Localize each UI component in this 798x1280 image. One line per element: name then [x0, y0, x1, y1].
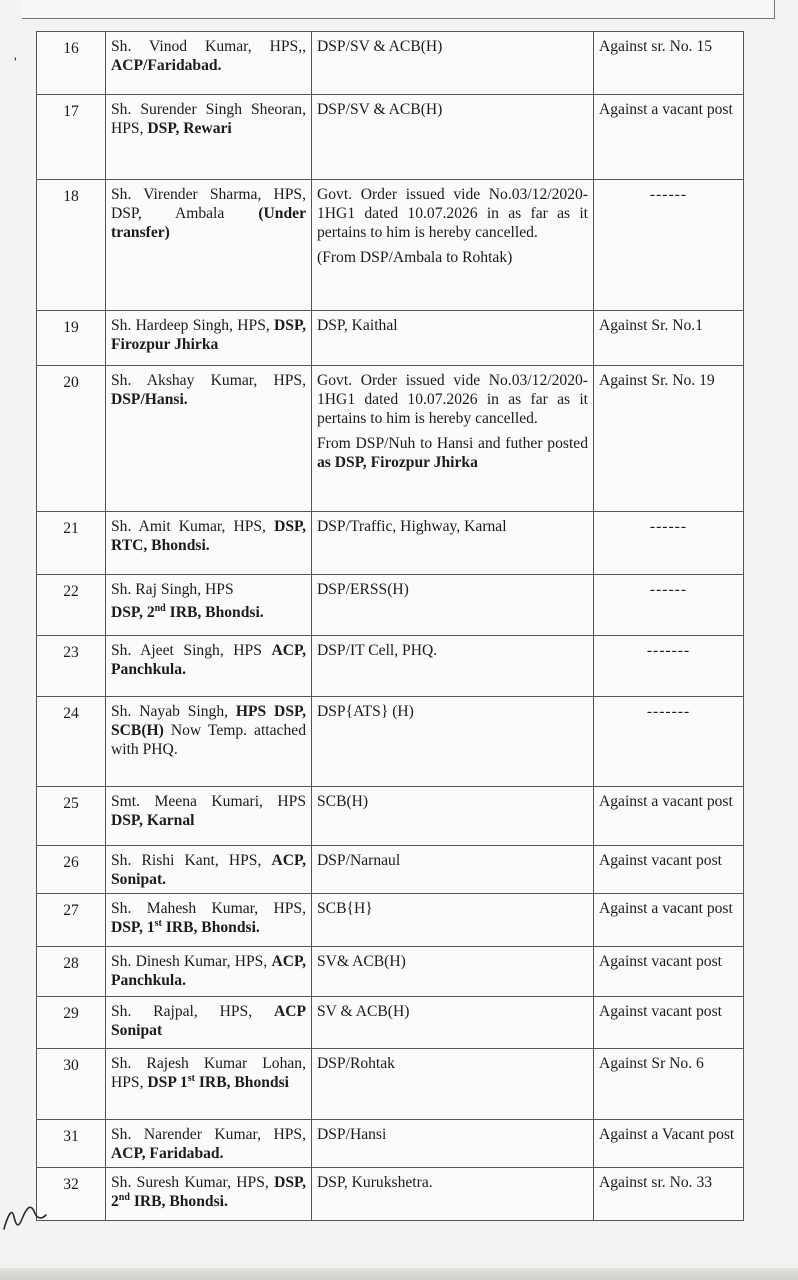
- officer-name-text: Sh. Akshay Kumar, HPS,: [111, 372, 306, 389]
- table-row: [37, 512, 744, 575]
- officer-name-text: Sh. Mahesh Kumar, HPS,: [111, 900, 306, 917]
- officer-current-post: DSP, 2nd IRB, Bhondsi.: [111, 602, 264, 621]
- new-posting: [312, 180, 594, 311]
- officer-name: [106, 997, 312, 1049]
- previous-page-edge: [22, 0, 775, 19]
- new-posting-text: SV& ACB(H): [317, 953, 406, 970]
- officer-name-text: Sh. Surender Singh Sheoran, HPS,: [111, 101, 306, 137]
- new-posting-text: DSP/SV & ACB(H): [317, 101, 443, 118]
- officer-name-text: Sh. Nayab Singh,: [111, 703, 229, 720]
- new-posting: [312, 512, 594, 575]
- serial-number: 18: [37, 180, 106, 311]
- remarks: Against vacant post: [594, 997, 744, 1049]
- officer-name: [106, 636, 312, 697]
- serial-number: 17: [37, 95, 106, 180]
- new-posting: [312, 1168, 594, 1221]
- officer-current-post: ACP, Panchkula.: [111, 642, 306, 678]
- officer-current-post: ACP/Faridabad.: [111, 57, 222, 74]
- serial-number: 32: [37, 1168, 106, 1221]
- posting-note-text: From DSP/Nuh to Hansi and futher posted: [317, 435, 588, 452]
- officer-current-post: (Under transfer): [111, 205, 306, 241]
- new-posting: [312, 1049, 594, 1120]
- table-row: [37, 846, 744, 894]
- officer-name: [106, 32, 312, 95]
- new-posting: [312, 32, 594, 95]
- table-row: [37, 1168, 744, 1221]
- table-row: [37, 95, 744, 180]
- officer-name-text: Sh. Dinesh Kumar, HPS,: [111, 953, 268, 970]
- serial-number: 24: [37, 697, 106, 787]
- officer-name: [106, 947, 312, 997]
- officer-current-post: ACP Sonipat: [111, 1003, 306, 1039]
- table-row: [37, 1120, 744, 1168]
- officer-name: [106, 311, 312, 366]
- posting-note: (From DSP/Ambala to Rohtak): [317, 249, 513, 266]
- serial-number: 21: [37, 512, 106, 575]
- new-posting-text: Govt. Order issued vide No.03/12/2020-1HG1 dated 10.07.2026 in as far as it pertains to him is hereby cancelled.: [317, 372, 588, 427]
- new-posting: [312, 697, 594, 787]
- table-row: [37, 1049, 744, 1120]
- new-posting: [312, 894, 594, 947]
- remarks: Against a vacant post: [594, 894, 744, 947]
- new-posting: [312, 947, 594, 997]
- new-posting: [312, 846, 594, 894]
- officer-current-post: DSP, Karnal: [111, 812, 195, 829]
- remarks: -------: [594, 636, 744, 697]
- officer-name-text: Sh. Amit Kumar, HPS,: [111, 518, 266, 535]
- new-posting: [312, 311, 594, 366]
- officer-current-post: ACP, Sonipat.: [111, 852, 306, 888]
- posting-note-bold: as DSP, Firozpur Jhirka: [317, 454, 478, 471]
- officer-current-post: DSP, 1st IRB, Bhondsi.: [111, 917, 260, 936]
- new-posting-text: DSP/Hansi: [317, 1126, 387, 1143]
- officer-name-text: Smt. Meena Kumari, HPS: [111, 793, 306, 810]
- remarks: Against vacant post: [594, 846, 744, 894]
- new-posting-text: SCB(H): [317, 793, 369, 810]
- serial-number: 30: [37, 1049, 106, 1120]
- serial-number: 28: [37, 947, 106, 997]
- remarks: Against sr. No. 15: [594, 32, 744, 95]
- remarks: Against Sr. No.1: [594, 311, 744, 366]
- officer-name-text: Sh. Hardeep Singh, HPS,: [111, 317, 270, 334]
- officer-current-post: ACP, Panchkula.: [111, 953, 306, 989]
- serial-number: 23: [37, 636, 106, 697]
- officer-name: [106, 894, 312, 947]
- remarks: Against vacant post: [594, 947, 744, 997]
- officer-name-text: Sh. Rishi Kant, HPS,: [111, 852, 262, 869]
- officer-current-post: HPS DSP, SCB(H): [111, 703, 306, 739]
- new-posting-text: DSP/IT Cell, PHQ.: [317, 642, 438, 659]
- table-row: [37, 32, 744, 95]
- new-posting: [312, 575, 594, 636]
- officer-name-tail: Now Temp. attached with PHQ.: [111, 722, 306, 758]
- officer-current-post: ACP, Faridabad.: [111, 1145, 224, 1162]
- officer-name-text: Sh. Narender Kumar, HPS,: [111, 1126, 306, 1143]
- new-posting: [312, 1120, 594, 1168]
- new-posting-text: SV & ACB(H): [317, 1003, 410, 1020]
- serial-number: 16: [37, 32, 106, 95]
- table-row: [37, 180, 744, 311]
- officer-name-text: Sh. Rajesh Kumar Lohan, HPS,: [111, 1055, 306, 1091]
- serial-number: 25: [37, 787, 106, 846]
- serial-number: 26: [37, 846, 106, 894]
- table-row: [37, 894, 744, 947]
- new-posting-text: DSP, Kurukshetra.: [317, 1174, 433, 1191]
- remarks: ------: [594, 512, 744, 575]
- officer-current-post: DSP, RTC, Bhondsi.: [111, 518, 306, 554]
- table-row: [37, 575, 744, 636]
- officer-name-text: Sh. Rajpal, HPS,: [111, 1003, 253, 1020]
- table-row: [37, 366, 744, 512]
- officer-current-post: DSP, 2nd IRB, Bhondsi.: [111, 1174, 306, 1210]
- new-posting-text: DSP/Narnaul: [317, 852, 401, 869]
- remarks: Against a vacant post: [594, 787, 744, 846]
- officer-name: [106, 846, 312, 894]
- new-posting-text: DSP/SV & ACB(H): [317, 38, 443, 55]
- officer-name-text: Sh. Ajeet Singh, HPS: [111, 642, 262, 659]
- officer-name: [106, 180, 312, 311]
- officer-name: [106, 1168, 312, 1221]
- remarks: ------: [594, 180, 744, 311]
- new-posting-text: Govt. Order issued vide No.03/12/2020-1HG1 dated 10.07.2026 in as far as it pertains to him is hereby cancelled.: [317, 186, 588, 241]
- new-posting: [312, 366, 594, 512]
- officer-name: [106, 697, 312, 787]
- table-row: [37, 997, 744, 1049]
- table-row: [37, 636, 744, 697]
- officer-name: [106, 366, 312, 512]
- table-row: [37, 947, 744, 997]
- serial-number: 20: [37, 366, 106, 512]
- officer-name: [106, 512, 312, 575]
- serial-number: 22: [37, 575, 106, 636]
- officer-name: [106, 575, 312, 636]
- posting-note: [317, 434, 588, 472]
- remarks: Against a Vacant post: [594, 1120, 744, 1168]
- officer-current-post: DSP, Rewari: [147, 120, 232, 137]
- officer-name: [106, 1120, 312, 1168]
- new-posting-text: DSP/Rohtak: [317, 1055, 395, 1072]
- serial-number: 29: [37, 997, 106, 1049]
- serial-number: 27: [37, 894, 106, 947]
- new-posting: [312, 997, 594, 1049]
- table-row: [37, 311, 744, 366]
- remarks: Against a vacant post: [594, 95, 744, 180]
- officer-name: [106, 1049, 312, 1120]
- new-posting: [312, 95, 594, 180]
- new-posting-text: DSP{ATS} (H): [317, 703, 414, 720]
- serial-number: 19: [37, 311, 106, 366]
- new-posting: [312, 787, 594, 846]
- new-posting-text: DSP, Kaithal: [317, 317, 398, 334]
- officer-name-text: Sh. Suresh Kumar, HPS,: [111, 1174, 269, 1191]
- remarks: ------: [594, 575, 744, 636]
- officer-current-post: DSP, Firozpur Jhirka: [111, 317, 306, 353]
- new-posting-text: DSP/Traffic, Highway, Karnal: [317, 518, 507, 535]
- margin-mark: ˌ: [12, 39, 19, 61]
- officer-name-text: Sh. Vinod Kumar, HPS,,: [111, 38, 306, 55]
- table-row: [37, 697, 744, 787]
- new-posting-text: DSP/ERSS(H): [317, 581, 409, 598]
- officer-current-post: DSP 1st IRB, Bhondsi: [147, 1072, 290, 1091]
- officer-name-text: Sh. Raj Singh, HPS: [111, 581, 234, 598]
- new-posting-text: SCB{H}: [317, 900, 373, 917]
- signature-mark: [0, 1195, 50, 1235]
- remarks: -------: [594, 697, 744, 787]
- serial-number: 31: [37, 1120, 106, 1168]
- page-bottom-edge: [0, 1268, 798, 1280]
- officer-name-text: Sh. Virender Sharma, HPS, DSP, Ambala: [111, 186, 306, 222]
- officer-current-post: DSP/Hansi.: [111, 391, 188, 408]
- transfer-orders-table: [36, 31, 744, 1221]
- remarks: Against Sr. No. 19: [594, 366, 744, 512]
- remarks: Against Sr No. 6: [594, 1049, 744, 1120]
- officer-name: [106, 787, 312, 846]
- new-posting: [312, 636, 594, 697]
- table-row: [37, 787, 744, 846]
- remarks: Against sr. No. 33: [594, 1168, 744, 1221]
- officer-name: [106, 95, 312, 180]
